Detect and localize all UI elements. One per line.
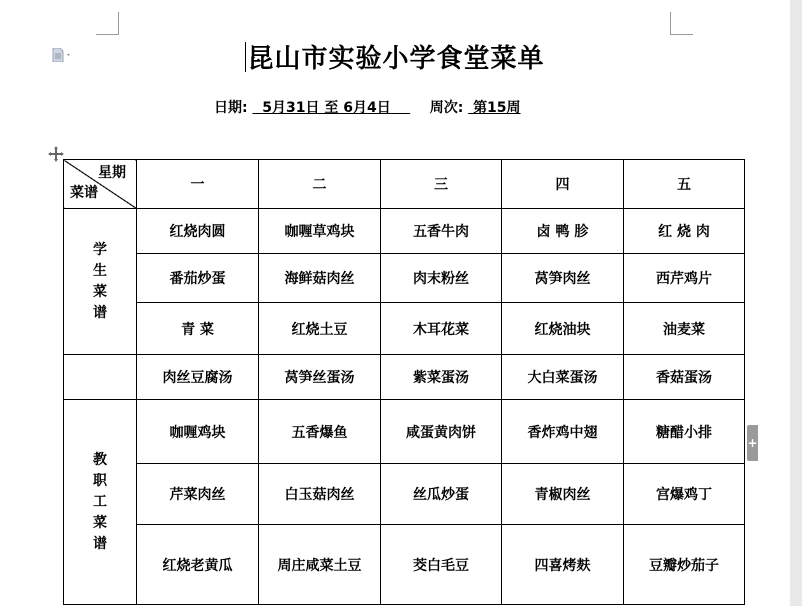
menu-cell: 糖醋小排	[624, 400, 745, 464]
date-value: 5月31日 至 6月4日	[262, 100, 391, 116]
menu-cell: 豆瓣炒茄子	[624, 525, 745, 605]
menu-cell: 香炸鸡中翅	[502, 400, 624, 464]
menu-cell: 咸蛋黄肉饼	[381, 400, 502, 464]
menu-cell: 番茄炒蛋	[137, 254, 259, 303]
menu-cell: 莴笋肉丝	[502, 254, 624, 303]
menu-cell: 芹菜肉丝	[137, 464, 259, 525]
corner-weekday-label: 星期	[98, 165, 126, 181]
menu-cell: 红烧老黄瓜	[137, 525, 259, 605]
table-row	[64, 464, 745, 525]
date-line	[214, 97, 521, 117]
menu-cell: 五香爆鱼	[259, 400, 381, 464]
week-label: 周次:	[429, 100, 464, 116]
scroll-strip[interactable]	[790, 0, 802, 606]
menu-cell: 四喜烤麸	[502, 525, 624, 605]
menu-cell: 香菇蛋汤	[624, 355, 745, 400]
day-header-tue: 二	[259, 160, 381, 209]
student-soup-row-label	[64, 355, 137, 400]
menu-cell: 红 烧 肉	[624, 209, 745, 254]
menu-cell: 周庄咸菜土豆	[259, 525, 381, 605]
menu-cell: 青椒肉丝	[502, 464, 624, 525]
menu-cell: 红烧油块	[502, 303, 624, 355]
menu-cell: 红烧土豆	[259, 303, 381, 355]
corner-header-cell	[64, 160, 137, 209]
page-title	[0, 38, 790, 75]
table-row	[64, 400, 745, 464]
menu-cell: 白玉菇肉丝	[259, 464, 381, 525]
menu-cell: 咖喱鸡块	[137, 400, 259, 464]
day-header-wed: 三	[381, 160, 502, 209]
menu-cell: 咖喱草鸡块	[259, 209, 381, 254]
menu-table	[63, 159, 745, 605]
page-corner-mark-left	[96, 12, 119, 35]
menu-cell: 丝瓜炒蛋	[381, 464, 502, 525]
table-row	[64, 254, 745, 303]
menu-cell: 油麦菜	[624, 303, 745, 355]
table-row	[64, 303, 745, 355]
menu-cell: 肉末粉丝	[381, 254, 502, 303]
staff-menu-label: 教职工菜谱	[64, 400, 137, 605]
week-value: 第15周	[473, 100, 521, 116]
menu-cell: 海鲜菇肉丝	[259, 254, 381, 303]
menu-cell: 卤 鸭 胗	[502, 209, 624, 254]
menu-cell: 五香牛肉	[381, 209, 502, 254]
page-corner-mark-right	[670, 12, 693, 35]
table-row	[64, 525, 745, 605]
table-row	[64, 209, 745, 254]
menu-cell: 木耳花菜	[381, 303, 502, 355]
table-move-icon[interactable]	[48, 146, 64, 162]
menu-cell: 紫菜蛋汤	[381, 355, 502, 400]
menu-cell: 大白菜蛋汤	[502, 355, 624, 400]
menu-cell: 肉丝豆腐汤	[137, 355, 259, 400]
side-panel-tab[interactable]: +	[747, 425, 758, 461]
date-label: 日期:	[214, 100, 248, 116]
table-header-row	[64, 160, 745, 209]
student-menu-label: 学生菜谱	[64, 209, 137, 355]
day-header-mon: 一	[137, 160, 259, 209]
menu-cell: 红烧肉圆	[137, 209, 259, 254]
menu-cell: 青 菜	[137, 303, 259, 355]
menu-cell: 西芹鸡片	[624, 254, 745, 303]
menu-cell: 莴笋丝蛋汤	[259, 355, 381, 400]
table-row	[64, 355, 745, 400]
menu-cell: 茭白毛豆	[381, 525, 502, 605]
corner-menu-label: 菜谱	[70, 185, 98, 201]
title-text: 昆山市实验小学食堂菜单	[247, 44, 545, 74]
day-header-thu: 四	[502, 160, 624, 209]
day-header-fri: 五	[624, 160, 745, 209]
menu-cell: 宫爆鸡丁	[624, 464, 745, 525]
